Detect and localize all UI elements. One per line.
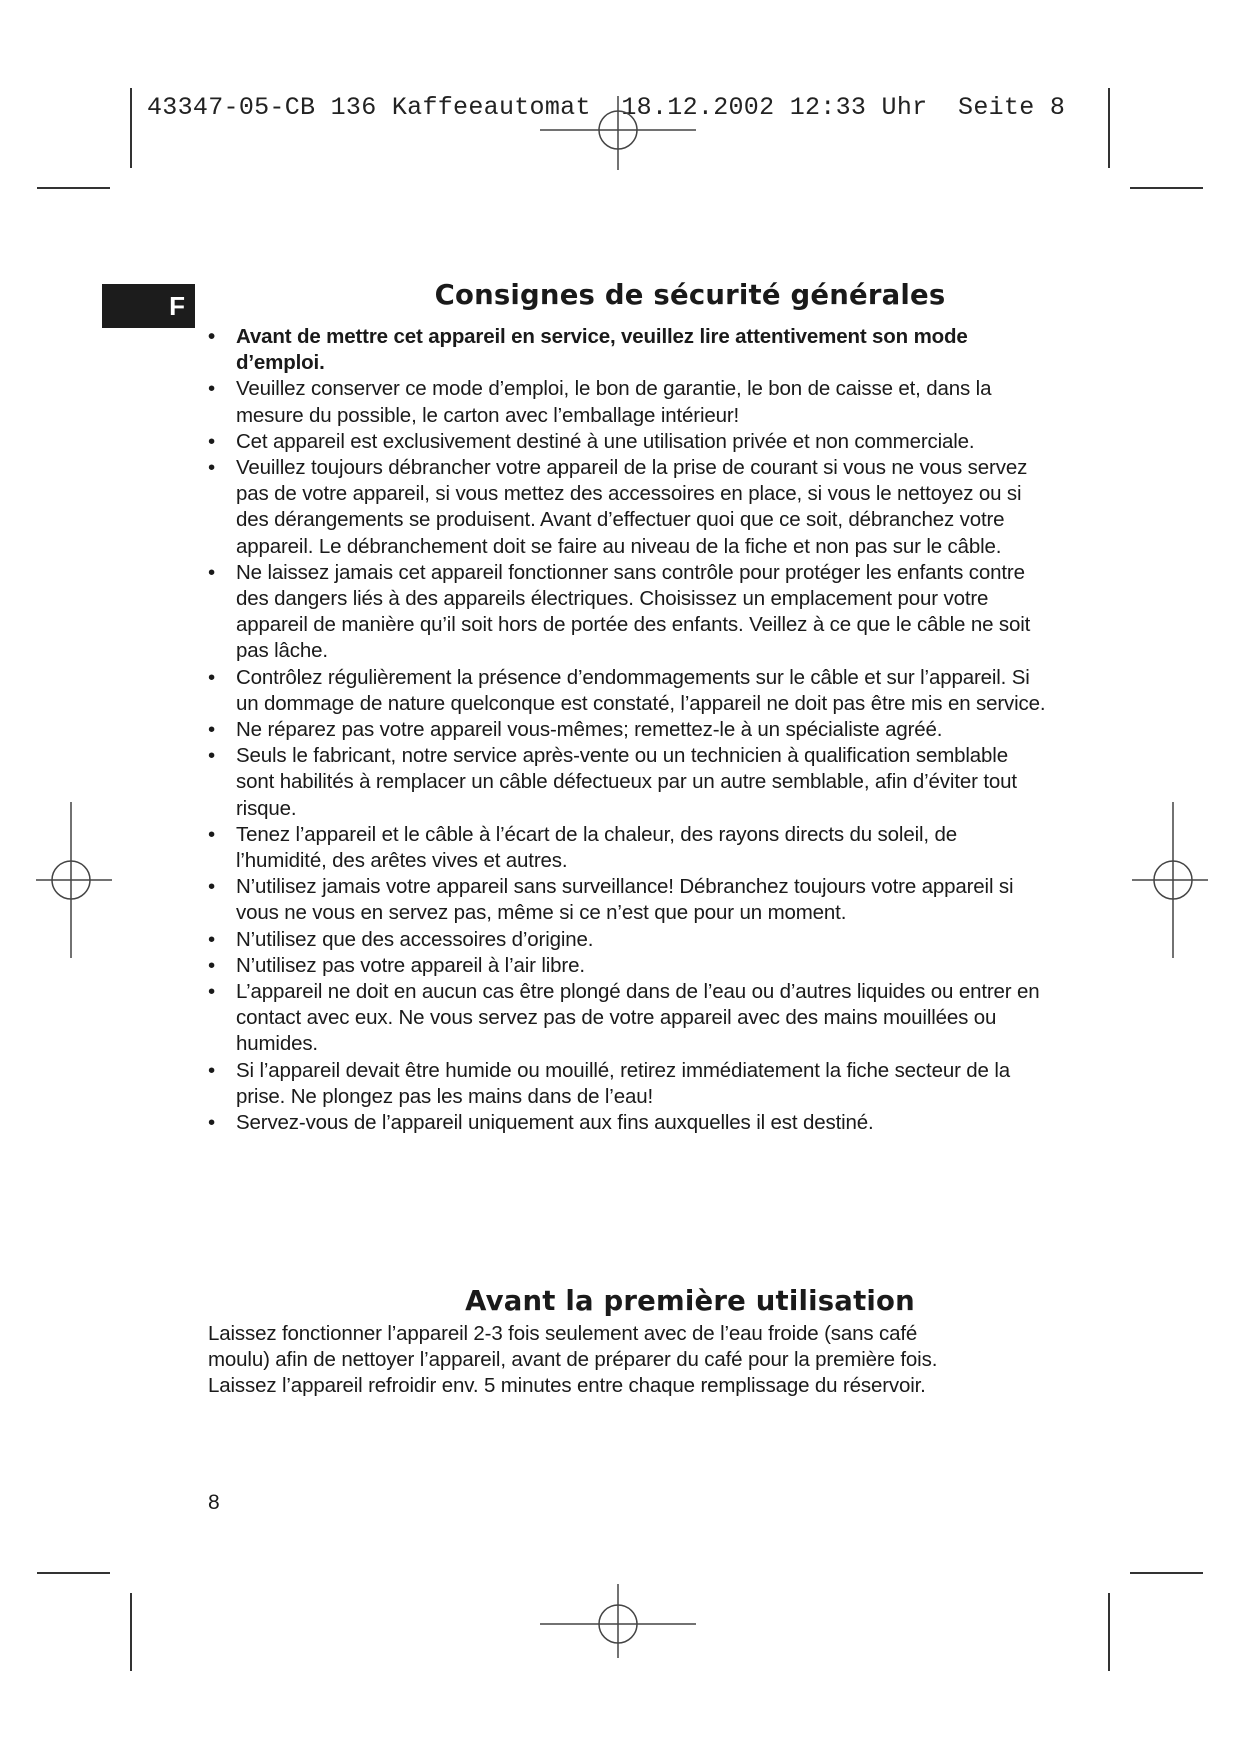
paragraph-line: Laissez fonctionner l’appareil 2-3 fois seulement avec de l’eau froide (sans café bbox=[208, 1322, 918, 1345]
registration-mark-bottom-icon bbox=[538, 1584, 698, 1666]
registration-mark-left-icon bbox=[34, 800, 114, 960]
registration-mark-top-icon bbox=[538, 88, 698, 170]
crop-mark-top-left-vertical bbox=[130, 88, 132, 168]
language-tab: F bbox=[102, 284, 195, 328]
list-item: • Tenez l’appareil et le câble à l’écart de la chaleur, des rayons directs du soleil, de l’humidité, des arêtes vives et autres. bbox=[208, 822, 1050, 874]
crop-mark-top-right-vertical bbox=[1108, 88, 1110, 168]
list-item: • Veuillez toujours débrancher votre appareil de la prise de courant si vous ne vous servez pas de votre appareil, si vous mettez des accessoires en place, si vous le nettoyez ou si des dérangements se produisent. Avant d’effectuer quoi que ce soit, débranchez votre appareil. Le débranchement doit se faire au niveau de la fiche et non pas sur le câble. bbox=[208, 455, 1050, 560]
list-item: • Ne réparez pas votre appareil vous-mêmes; remettez-le à un spécialiste agréé. bbox=[208, 717, 1050, 743]
list-item: • Ne laissez jamais cet appareil fonctionner sans contrôle pour protéger les enfants contre des dangers liés à des appareils électriques. Choisissez un emplacement pour votre appareil de manière qu’il soit hors de portée des enfants. Veillez à ce que le câble ne soit pas lâche. bbox=[208, 560, 1050, 665]
list-item: • N’utilisez jamais votre appareil sans surveillance! Débranchez toujours votre appareil si vous ne vous en servez pas, même si ce n’est que pour un moment. bbox=[208, 874, 1050, 926]
list-item: • Cet appareil est exclusivement destiné à une utilisation privée et non commerciale. bbox=[208, 429, 1050, 455]
list-item: • N’utilisez pas votre appareil à l’air libre. bbox=[208, 953, 1050, 979]
list-item: • Contrôlez régulièrement la présence d’endommagements sur le câble et sur l’appareil. Si un dommage de nature quelconque est constaté, l’appareil ne doit pas être mis en service. bbox=[208, 665, 1050, 717]
crop-mark-top-right-horizontal bbox=[1130, 187, 1203, 189]
print-slug: 43347-05-CB 136 Kaffeeautomat 18.12.2002 12:33 Uhr Seite 8 bbox=[147, 93, 1066, 122]
safety-list bbox=[208, 324, 1050, 1136]
crop-mark-bottom-right-horizontal bbox=[1130, 1572, 1203, 1574]
crop-mark-bottom-right-vertical bbox=[1108, 1593, 1110, 1671]
list-item: • Veuillez conserver ce mode d’emploi, le bon de garantie, le bon de caisse et, dans la mesure du possible, le carton avec l’emballage intérieur! bbox=[208, 376, 1050, 428]
paragraph-line: Laissez l’appareil refroidir env. 5 minutes entre chaque remplissage du réservoir. bbox=[208, 1374, 926, 1398]
list-item: • L’appareil ne doit en aucun cas être plongé dans de l’eau ou d’autres liquides ou entrer en contact avec eux. Ne vous servez pas de votre appareil avec des mains mouillées ou humides. bbox=[208, 979, 1050, 1058]
list-item: • Si l’appareil devait être humide ou mouillé, retirez immédiatement la fiche secteur de la prise. Ne plongez pas les mains dans de l’eau! bbox=[208, 1058, 1050, 1110]
paragraph-line: moulu) afin de nettoyer l’appareil, avant de préparer du café pour la première fois. bbox=[208, 1348, 938, 1372]
registration-mark-right-icon bbox=[1130, 800, 1210, 960]
page-number: 8 bbox=[208, 1491, 220, 1514]
crop-mark-bottom-left-vertical bbox=[130, 1593, 132, 1671]
list-item: • Servez-vous de l’appareil uniquement aux fins auxquelles il est destiné. bbox=[208, 1110, 1050, 1136]
list-item: • Seuls le fabricant, notre service après-vente ou un technicien à qualification semblable sont habilités à remplacer un câble défectueux par un autre semblable, afin d’éviter tout risque. bbox=[208, 743, 1050, 822]
section-title-first-use: Avant la première utilisation bbox=[465, 1285, 915, 1317]
crop-mark-top-left-horizontal bbox=[37, 187, 110, 189]
crop-mark-bottom-left-horizontal bbox=[37, 1572, 110, 1574]
list-item: • N’utilisez que des accessoires d’origine. bbox=[208, 927, 1050, 953]
section-title-safety: Consignes de sécurité générales bbox=[434, 279, 946, 311]
list-item: • Avant de mettre cet appareil en service, veuillez lire attentivement son mode d’emploi. bbox=[208, 324, 1050, 376]
first-use-paragraph bbox=[208, 1321, 1008, 1400]
